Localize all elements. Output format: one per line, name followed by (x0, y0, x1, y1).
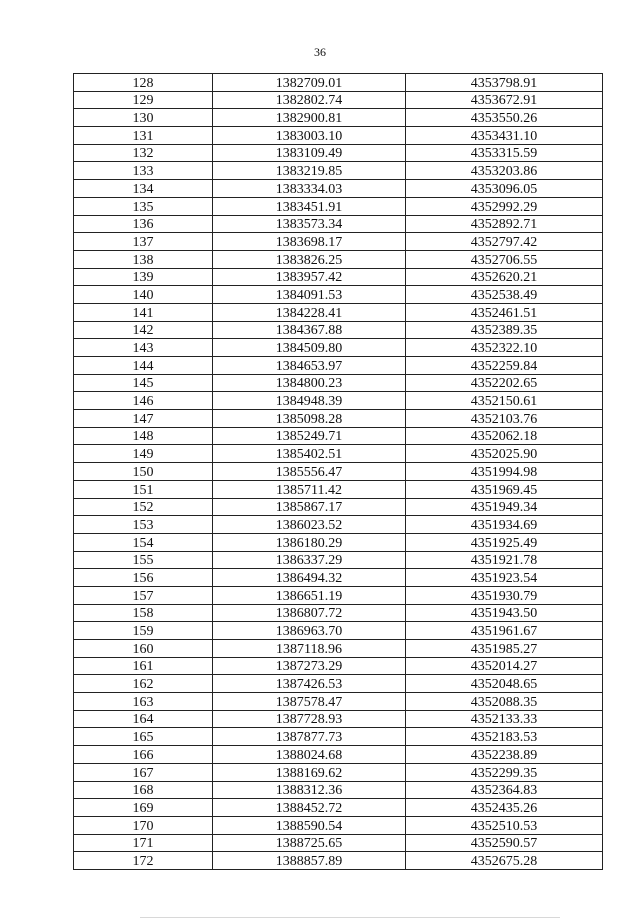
x-coordinate-cell: 1383698.17 (213, 233, 406, 251)
point-number-cell: 164 (74, 710, 213, 728)
table-row (74, 303, 603, 321)
y-coordinate-cell: 4352150.61 (406, 392, 603, 410)
y-coordinate-cell: 4352183.53 (406, 728, 603, 746)
x-coordinate-cell: 1382900.81 (213, 109, 406, 127)
x-coordinate-cell: 1384653.97 (213, 357, 406, 375)
point-number-cell: 136 (74, 215, 213, 233)
y-coordinate-cell: 4352675.28 (406, 852, 603, 870)
x-coordinate-cell: 1383826.25 (213, 250, 406, 268)
y-coordinate-cell: 4352259.84 (406, 357, 603, 375)
point-number-cell: 135 (74, 197, 213, 215)
y-coordinate-cell: 4353431.10 (406, 127, 603, 145)
x-coordinate-cell: 1387728.93 (213, 710, 406, 728)
y-coordinate-cell: 4351969.45 (406, 480, 603, 498)
table-row (74, 516, 603, 534)
y-coordinate-cell: 4351943.50 (406, 604, 603, 622)
x-coordinate-cell: 1386023.52 (213, 516, 406, 534)
x-coordinate-cell: 1383573.34 (213, 215, 406, 233)
point-number-cell: 160 (74, 640, 213, 658)
y-coordinate-cell: 4352620.21 (406, 268, 603, 286)
y-coordinate-cell: 4353798.91 (406, 74, 603, 92)
table-row (74, 463, 603, 481)
table-row (74, 144, 603, 162)
table-row (74, 551, 603, 569)
point-number-cell: 163 (74, 693, 213, 711)
y-coordinate-cell: 4351994.98 (406, 463, 603, 481)
x-coordinate-cell: 1383219.85 (213, 162, 406, 180)
point-number-cell: 150 (74, 463, 213, 481)
y-coordinate-cell: 4352299.35 (406, 763, 603, 781)
x-coordinate-cell: 1384228.41 (213, 303, 406, 321)
point-number-cell: 142 (74, 321, 213, 339)
point-number-cell: 161 (74, 657, 213, 675)
table-row (74, 250, 603, 268)
point-number-cell: 129 (74, 91, 213, 109)
table-row (74, 498, 603, 516)
table-row (74, 675, 603, 693)
table-row (74, 197, 603, 215)
y-coordinate-cell: 4352133.33 (406, 710, 603, 728)
table-row (74, 657, 603, 675)
x-coordinate-cell: 1385249.71 (213, 427, 406, 445)
point-number-cell: 172 (74, 852, 213, 870)
x-coordinate-cell: 1386963.70 (213, 622, 406, 640)
table-row (74, 728, 603, 746)
point-number-cell: 167 (74, 763, 213, 781)
point-number-cell: 168 (74, 781, 213, 799)
x-coordinate-cell: 1384948.39 (213, 392, 406, 410)
table-row (74, 640, 603, 658)
y-coordinate-cell: 4352202.65 (406, 374, 603, 392)
x-coordinate-cell: 1388024.68 (213, 746, 406, 764)
point-number-cell: 170 (74, 816, 213, 834)
point-number-cell: 145 (74, 374, 213, 392)
table-row (74, 445, 603, 463)
table-row (74, 746, 603, 764)
page-number: 36 (314, 45, 326, 59)
x-coordinate-cell: 1388169.62 (213, 763, 406, 781)
y-coordinate-cell: 4352025.90 (406, 445, 603, 463)
table-row (74, 781, 603, 799)
x-coordinate-cell: 1385098.28 (213, 410, 406, 428)
x-coordinate-cell: 1386180.29 (213, 533, 406, 551)
y-coordinate-cell: 4352892.71 (406, 215, 603, 233)
bottom-rule (140, 917, 560, 918)
x-coordinate-cell: 1385556.47 (213, 463, 406, 481)
y-coordinate-cell: 4352322.10 (406, 339, 603, 357)
table-row (74, 268, 603, 286)
table-row (74, 109, 603, 127)
x-coordinate-cell: 1388857.89 (213, 852, 406, 870)
point-number-cell: 146 (74, 392, 213, 410)
table-row (74, 852, 603, 870)
x-coordinate-cell: 1388452.72 (213, 799, 406, 817)
point-number-cell: 156 (74, 569, 213, 587)
table-row (74, 533, 603, 551)
table-row (74, 834, 603, 852)
table-row (74, 427, 603, 445)
y-coordinate-cell: 4352590.57 (406, 834, 603, 852)
point-number-cell: 165 (74, 728, 213, 746)
point-number-cell: 152 (74, 498, 213, 516)
point-number-cell: 166 (74, 746, 213, 764)
x-coordinate-cell: 1386807.72 (213, 604, 406, 622)
y-coordinate-cell: 4353672.91 (406, 91, 603, 109)
y-coordinate-cell: 4351949.34 (406, 498, 603, 516)
y-coordinate-cell: 4351985.27 (406, 640, 603, 658)
y-coordinate-cell: 4352014.27 (406, 657, 603, 675)
x-coordinate-cell: 1388312.36 (213, 781, 406, 799)
x-coordinate-cell: 1386494.32 (213, 569, 406, 587)
y-coordinate-cell: 4352088.35 (406, 693, 603, 711)
x-coordinate-cell: 1387578.47 (213, 693, 406, 711)
point-number-cell: 169 (74, 799, 213, 817)
x-coordinate-cell: 1383003.10 (213, 127, 406, 145)
x-coordinate-cell: 1387426.53 (213, 675, 406, 693)
y-coordinate-cell: 4351934.69 (406, 516, 603, 534)
table-row (74, 569, 603, 587)
point-number-cell: 131 (74, 127, 213, 145)
point-number-cell: 137 (74, 233, 213, 251)
table-row (74, 410, 603, 428)
point-number-cell: 157 (74, 586, 213, 604)
point-number-cell: 132 (74, 144, 213, 162)
y-coordinate-cell: 4352461.51 (406, 303, 603, 321)
point-number-cell: 138 (74, 250, 213, 268)
point-number-cell: 141 (74, 303, 213, 321)
x-coordinate-cell: 1386337.29 (213, 551, 406, 569)
table-row (74, 816, 603, 834)
table-row (74, 604, 603, 622)
point-number-cell: 147 (74, 410, 213, 428)
x-coordinate-cell: 1386651.19 (213, 586, 406, 604)
y-coordinate-cell: 4352797.42 (406, 233, 603, 251)
table-row (74, 480, 603, 498)
x-coordinate-cell: 1384091.53 (213, 286, 406, 304)
x-coordinate-cell: 1387118.96 (213, 640, 406, 658)
table-row (74, 339, 603, 357)
point-number-cell: 159 (74, 622, 213, 640)
table-row (74, 586, 603, 604)
y-coordinate-cell: 4352510.53 (406, 816, 603, 834)
x-coordinate-cell: 1387273.29 (213, 657, 406, 675)
table-row (74, 233, 603, 251)
table-row (74, 215, 603, 233)
table-row (74, 91, 603, 109)
point-number-cell: 139 (74, 268, 213, 286)
x-coordinate-cell: 1385402.51 (213, 445, 406, 463)
table-row (74, 127, 603, 145)
y-coordinate-cell: 4351921.78 (406, 551, 603, 569)
point-number-cell: 133 (74, 162, 213, 180)
y-coordinate-cell: 4352435.26 (406, 799, 603, 817)
point-number-cell: 130 (74, 109, 213, 127)
table-row (74, 286, 603, 304)
x-coordinate-cell: 1383451.91 (213, 197, 406, 215)
x-coordinate-cell: 1383109.49 (213, 144, 406, 162)
y-coordinate-cell: 4352992.29 (406, 197, 603, 215)
point-number-cell: 148 (74, 427, 213, 445)
coordinate-table (73, 73, 603, 870)
x-coordinate-cell: 1383957.42 (213, 268, 406, 286)
y-coordinate-cell: 4351961.67 (406, 622, 603, 640)
x-coordinate-cell: 1388725.65 (213, 834, 406, 852)
x-coordinate-cell: 1387877.73 (213, 728, 406, 746)
point-number-cell: 155 (74, 551, 213, 569)
x-coordinate-cell: 1384800.23 (213, 374, 406, 392)
point-number-cell: 134 (74, 180, 213, 198)
y-coordinate-cell: 4353315.59 (406, 144, 603, 162)
point-number-cell: 158 (74, 604, 213, 622)
point-number-cell: 128 (74, 74, 213, 92)
table-row (74, 392, 603, 410)
x-coordinate-cell: 1385867.17 (213, 498, 406, 516)
table-row (74, 799, 603, 817)
y-coordinate-cell: 4351925.49 (406, 533, 603, 551)
point-number-cell: 151 (74, 480, 213, 498)
point-number-cell: 153 (74, 516, 213, 534)
table-row (74, 357, 603, 375)
table-row (74, 162, 603, 180)
table-row (74, 763, 603, 781)
y-coordinate-cell: 4353096.05 (406, 180, 603, 198)
x-coordinate-cell: 1384509.80 (213, 339, 406, 357)
y-coordinate-cell: 4352706.55 (406, 250, 603, 268)
x-coordinate-cell: 1385711.42 (213, 480, 406, 498)
coordinate-table-body (74, 74, 603, 870)
point-number-cell: 162 (74, 675, 213, 693)
table-row (74, 374, 603, 392)
y-coordinate-cell: 4352389.35 (406, 321, 603, 339)
x-coordinate-cell: 1384367.88 (213, 321, 406, 339)
point-number-cell: 154 (74, 533, 213, 551)
x-coordinate-cell: 1388590.54 (213, 816, 406, 834)
table-row (74, 74, 603, 92)
point-number-cell: 149 (74, 445, 213, 463)
y-coordinate-cell: 4352048.65 (406, 675, 603, 693)
table-row (74, 321, 603, 339)
y-coordinate-cell: 4351930.79 (406, 586, 603, 604)
y-coordinate-cell: 4352364.83 (406, 781, 603, 799)
x-coordinate-cell: 1382709.01 (213, 74, 406, 92)
table-row (74, 693, 603, 711)
point-number-cell: 171 (74, 834, 213, 852)
table-row (74, 180, 603, 198)
y-coordinate-cell: 4353203.86 (406, 162, 603, 180)
point-number-cell: 144 (74, 357, 213, 375)
y-coordinate-cell: 4353550.26 (406, 109, 603, 127)
y-coordinate-cell: 4352238.89 (406, 746, 603, 764)
y-coordinate-cell: 4351923.54 (406, 569, 603, 587)
y-coordinate-cell: 4352538.49 (406, 286, 603, 304)
point-number-cell: 140 (74, 286, 213, 304)
table-row (74, 622, 603, 640)
table-row (74, 710, 603, 728)
y-coordinate-cell: 4352062.18 (406, 427, 603, 445)
point-number-cell: 143 (74, 339, 213, 357)
x-coordinate-cell: 1383334.03 (213, 180, 406, 198)
x-coordinate-cell: 1382802.74 (213, 91, 406, 109)
y-coordinate-cell: 4352103.76 (406, 410, 603, 428)
